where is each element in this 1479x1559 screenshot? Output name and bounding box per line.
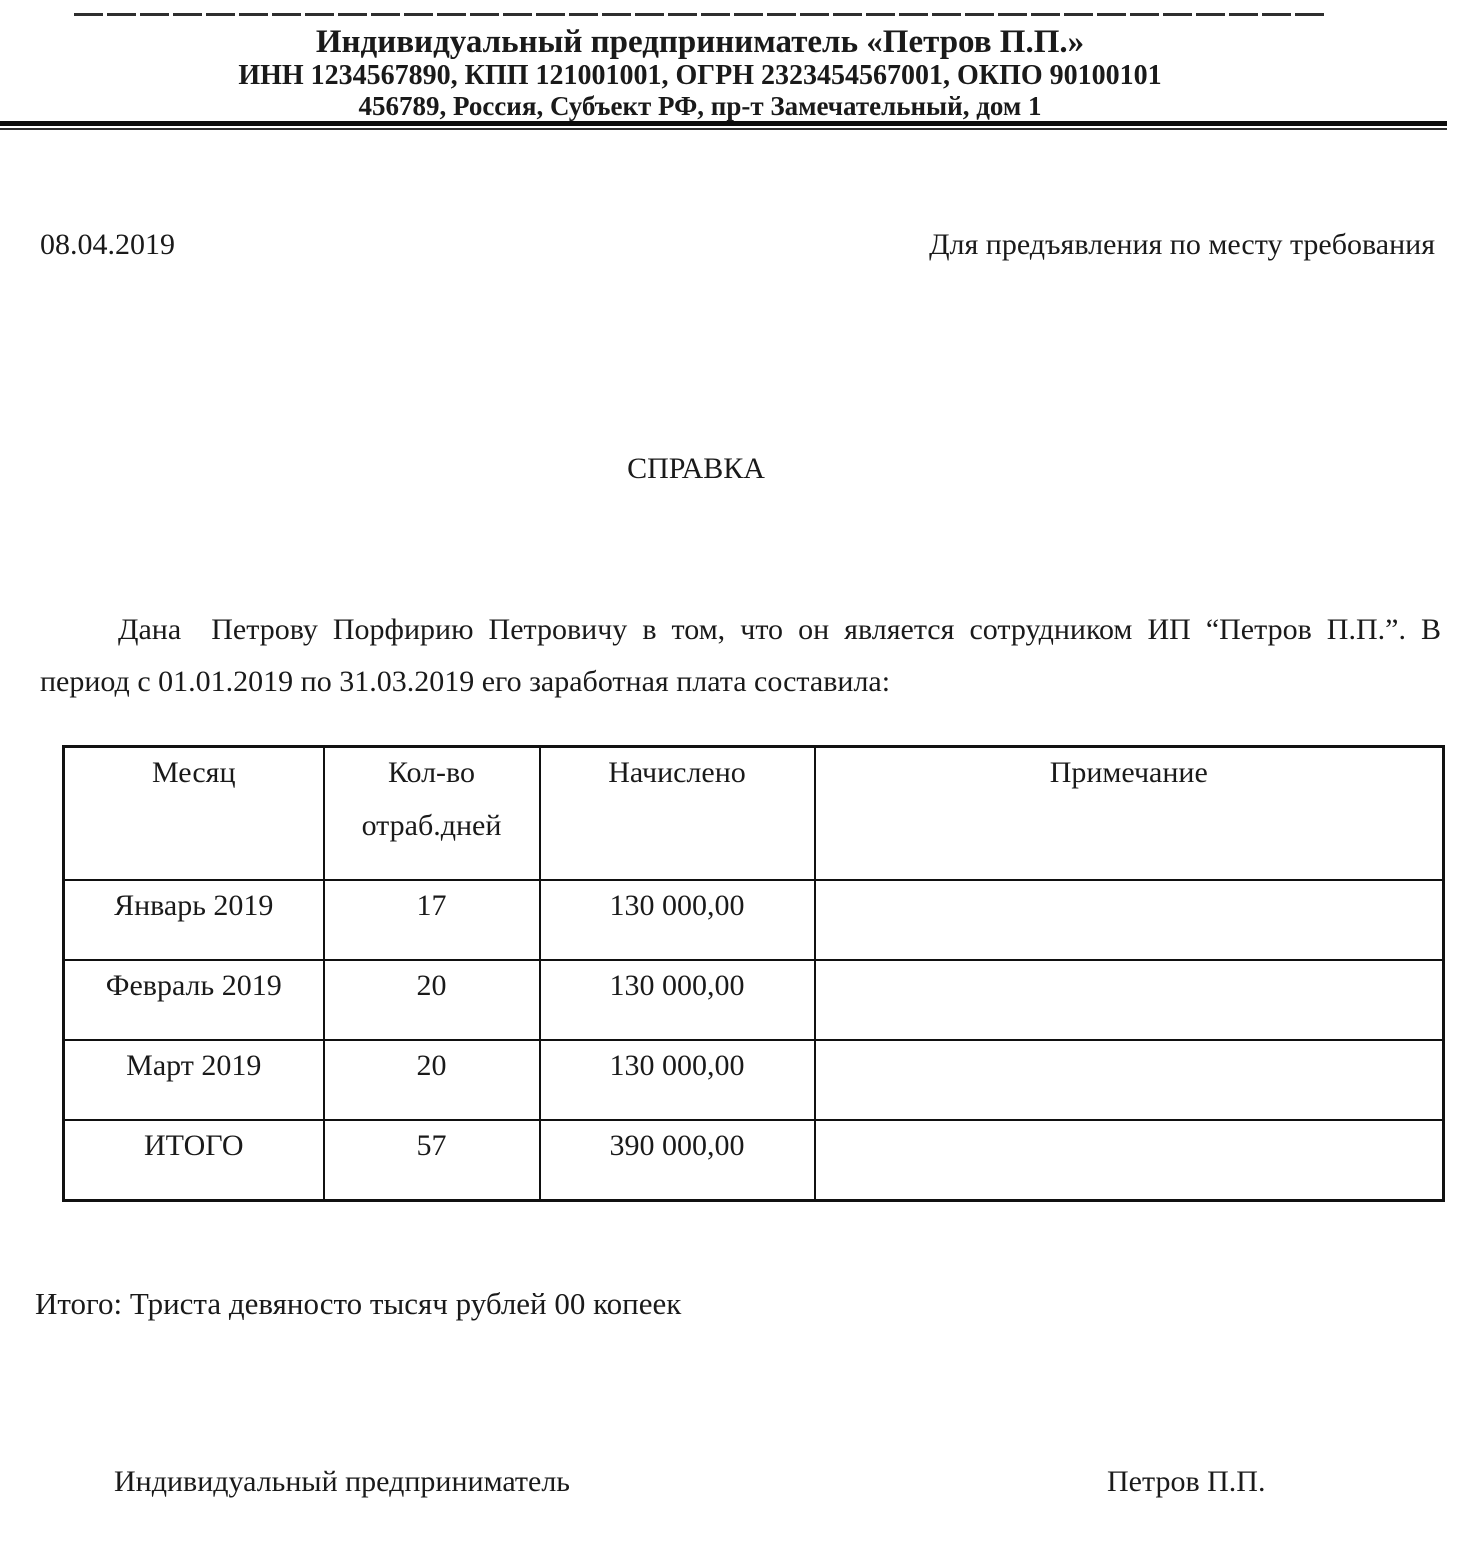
header-days-line1: Кол-во — [387, 756, 476, 789]
header-cell-days — [324, 747, 540, 881]
company-name: Индивидуальный предприниматель «Петров П.П.» — [315, 24, 1085, 60]
table-header-row — [64, 747, 1444, 881]
table-row-total — [64, 1120, 1444, 1201]
cell-month: Март 2019 — [64, 1040, 324, 1120]
document-title: СПРАВКА — [627, 452, 765, 485]
header-cell-month: Месяц — [64, 747, 324, 881]
header-cell-accrued: Начислено — [540, 747, 815, 881]
cell-month: Февраль 2019 — [64, 960, 324, 1040]
salary-table — [62, 745, 1445, 1202]
cell-note — [815, 1120, 1444, 1201]
header-days-line2: отраб.дней — [361, 809, 502, 842]
cell-days: 20 — [324, 960, 540, 1040]
cell-accrued: 130 000,00 — [540, 1040, 815, 1120]
cell-note — [815, 960, 1444, 1040]
body-paragraph-line-1: Дана Петрову Порфирию Петровичу в том, что он является сотрудником ИП “Петров П.П.”. В — [118, 613, 1441, 646]
cell-days: 57 — [324, 1120, 540, 1201]
cell-days: 17 — [324, 880, 540, 960]
total-in-words: Итого: Триста девяносто тысяч рублей 00 копеек — [35, 1286, 682, 1321]
cell-accrued: 130 000,00 — [540, 960, 815, 1040]
cell-month: Январь 2019 — [64, 880, 324, 960]
dashed-top-rule — [74, 13, 1324, 16]
document-purpose: Для предъявления по месту требования — [929, 228, 1435, 261]
body-paragraph-line-2: период с 01.01.2019 по 31.03.2019 его заработная плата составила: — [40, 665, 891, 698]
cell-note — [815, 1040, 1444, 1120]
body-paragraph — [40, 604, 1441, 708]
salary-table-wrap — [62, 745, 1445, 1202]
company-registration-numbers: ИНН 1234567890, КПП 121001001, ОГРН 2323454567001, ОКПО 90100101 — [238, 60, 1162, 91]
cell-accrued: 390 000,00 — [540, 1120, 815, 1201]
cell-days: 20 — [324, 1040, 540, 1120]
table-row-january — [64, 880, 1444, 960]
header-cell-note: Примечание — [815, 747, 1444, 881]
document-date: 08.04.2019 — [40, 228, 175, 261]
cell-month: ИТОГО — [64, 1120, 324, 1201]
table-row-february — [64, 960, 1444, 1040]
letterhead-divider-rule — [0, 121, 1447, 130]
company-address: 456789, Россия, Субъект РФ, пр-т Замечательный, дом 1 — [358, 91, 1042, 121]
cell-accrued: 130 000,00 — [540, 880, 815, 960]
signature-role: Индивидуальный предприниматель — [114, 1465, 570, 1498]
cell-note — [815, 880, 1444, 960]
letterhead — [0, 24, 1400, 121]
table-row-march — [64, 1040, 1444, 1120]
signature-name: Петров П.П. — [1107, 1465, 1266, 1498]
